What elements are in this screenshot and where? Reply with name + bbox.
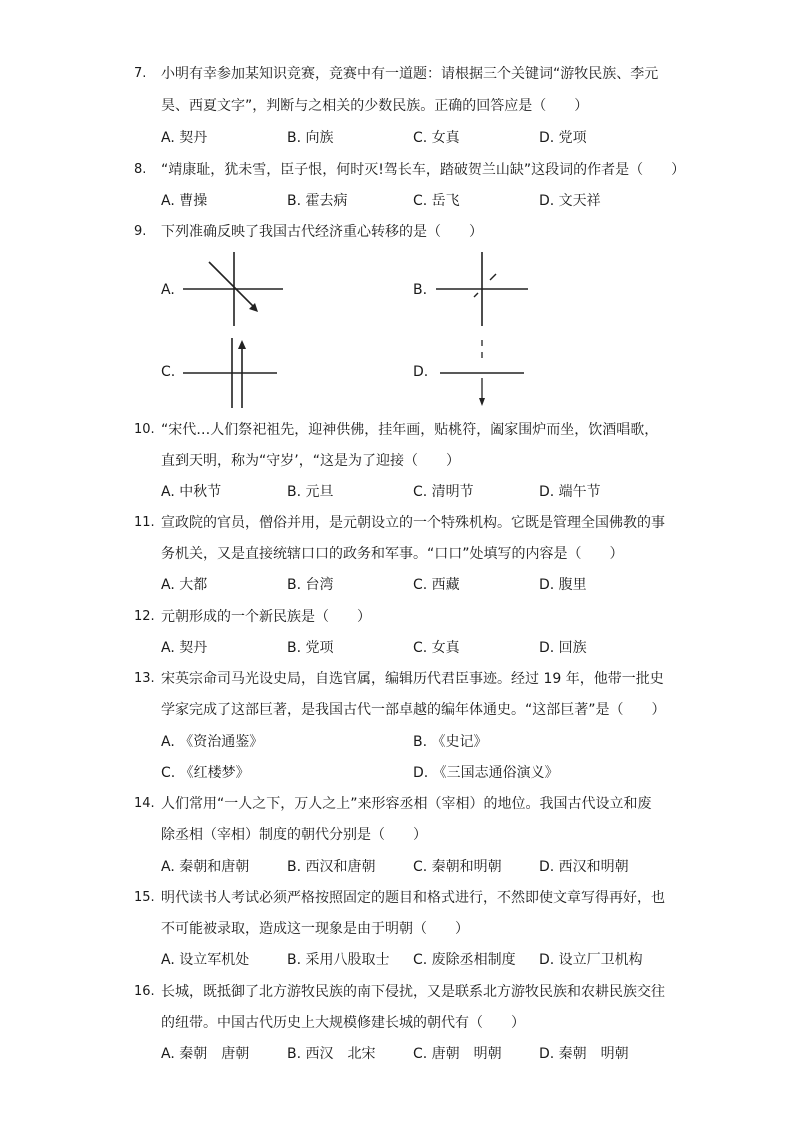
option-a[interactable]: A. 秦朝 唐朝 (161, 1046, 250, 1062)
option-d[interactable]: D. 党项 (539, 130, 587, 146)
option-b[interactable]: B. 采用八股取士 (287, 952, 390, 968)
question-stem-line2: 学家完成了这部巨著，是我国古代一部卓越的编年体通史。“这部巨著”是（ ） (161, 702, 666, 718)
question-stem-line1: 长城，既抵御了北方游牧民族的南下侵扰，又是联系北方游牧民族和农耕民族交往 (161, 984, 665, 1000)
question-stem-line2: 的纽带。中国古代历史上大规模修建长城的朝代有（ ） (161, 1015, 525, 1031)
option-d[interactable]: D. (413, 364, 429, 380)
diagram-a-arrow-southeast-icon (183, 252, 285, 328)
question-stem-line1: 明代读书人考试必须严格按照固定的题目和格式进行，不然即使文章写得再好，也 (161, 890, 665, 906)
question-stem-line2: 务机关，又是直接统辖口口的政务和军事。“口口”处填写的内容是（ ） (161, 546, 624, 562)
question-stem-line1: “宋代…人们祭祀祖先，迎神供佛，挂年画，贴桃符，阖家围炉而坐，饮酒唱歌， (161, 422, 659, 438)
question-number: 10. (134, 422, 155, 437)
option-b[interactable]: B. 西汉 北宋 (287, 1046, 376, 1062)
question-stem-line2: 直到天明，称为“守岁’，“这是为了迎接（ ） (161, 453, 460, 469)
option-a[interactable]: A. 中秋节 (161, 484, 222, 500)
question-number: 16. (134, 984, 155, 999)
option-c[interactable]: C. 废除丞相制度 (413, 952, 516, 968)
option-d[interactable]: D. 《三国志通俗演义》 (413, 765, 559, 781)
question-stem-line1: “靖康耻，犹未雪，臣子恨，何时灭!驾长车，踏破贺兰山缺”这段词的作者是（ ） (161, 162, 686, 178)
option-a[interactable]: A. (161, 282, 175, 298)
question-stem-line1: 宣政院的官员，僧俗并用，是元朝设立的一个特殊机构。它既是管理全国佛教的事 (161, 515, 665, 531)
option-d[interactable]: D. 秦朝 明朝 (539, 1046, 629, 1062)
question-stem-line1: 元朝形成的一个新民族是（ ） (161, 609, 371, 625)
question-stem-line2: 昊、西夏文字”，判断与之相关的少数民族。正确的回答应是（ ） (161, 98, 589, 114)
option-c[interactable]: C. 秦朝和明朝 (413, 859, 502, 875)
option-a[interactable]: A. 曹操 (161, 193, 208, 209)
question-stem-line1: 宋英宗命司马光设史局，自选官属，编辑历代君臣事迹。经过 19 年，他带一批史 (161, 671, 664, 687)
question-stem-line2: 除丞相（宰相）制度的朝代分别是（ ） (161, 827, 427, 843)
question-number: 7. (134, 66, 147, 81)
question-number: 13. (134, 671, 155, 686)
option-c[interactable]: C. 《红楼梦》 (161, 765, 250, 781)
diagram-c-arrow-north-icon (183, 336, 279, 410)
question-stem-line1: 人们常用“一人之下，万人之上”来形容丞相（宰相）的地位。我国古代设立和废 (161, 796, 652, 812)
option-c[interactable]: C. (161, 364, 176, 380)
option-d[interactable]: D. 文天祥 (539, 193, 601, 209)
question-stem-line1: 下列准确反映了我国古代经济重心转移的是（ ） (161, 224, 483, 240)
option-b[interactable]: B. 西汉和唐朝 (287, 859, 376, 875)
option-d[interactable]: D. 腹里 (539, 577, 587, 593)
option-a[interactable]: A. 契丹 (161, 130, 208, 146)
question-stem-line1: 小明有幸参加某知识竞赛，竞赛中有一道题：请根据三个关键词“游牧民族、李元 (161, 66, 659, 82)
option-c[interactable]: C. 女真 (413, 640, 460, 656)
question-number: 15. (134, 890, 155, 905)
option-b[interactable]: B. 霍去病 (287, 193, 348, 209)
option-c[interactable]: C. 西藏 (413, 577, 460, 593)
diagram-d-arrow-south-icon (440, 336, 526, 410)
option-a[interactable]: A. 设立军机处 (161, 952, 250, 968)
option-c[interactable]: C. 岳飞 (413, 193, 460, 209)
option-a[interactable]: A. 契丹 (161, 640, 208, 656)
option-b[interactable]: B. 向族 (287, 130, 334, 146)
question-number: 14. (134, 796, 155, 811)
option-b[interactable]: B. 党项 (287, 640, 334, 656)
option-c[interactable]: C. 清明节 (413, 484, 474, 500)
question-number: 11. (134, 515, 155, 530)
option-b[interactable]: B. (413, 282, 428, 298)
option-d[interactable]: D. 设立厂卫机构 (539, 952, 643, 968)
option-c[interactable]: C. 女真 (413, 130, 460, 146)
option-a[interactable]: A. 秦朝和唐朝 (161, 859, 250, 875)
option-d[interactable]: D. 西汉和明朝 (539, 859, 629, 875)
question-stem-line2: 不可能被录取，造成这一现象是由于明朝（ ） (161, 921, 469, 937)
question-number: 12. (134, 609, 155, 624)
option-a[interactable]: A. 大都 (161, 577, 208, 593)
option-d[interactable]: D. 端午节 (539, 484, 601, 500)
question-number: 8. (134, 162, 147, 177)
option-d[interactable]: D. 回族 (539, 640, 587, 656)
question-number: 9. (134, 224, 147, 239)
option-a[interactable]: A. 《资治通鉴》 (161, 734, 264, 750)
diagram-b-arrow-northeast-icon (436, 252, 530, 328)
option-b[interactable]: B. 《史记》 (413, 734, 488, 750)
option-b[interactable]: B. 台湾 (287, 577, 334, 593)
option-b[interactable]: B. 元旦 (287, 484, 334, 500)
option-c[interactable]: C. 唐朝 明朝 (413, 1046, 502, 1062)
